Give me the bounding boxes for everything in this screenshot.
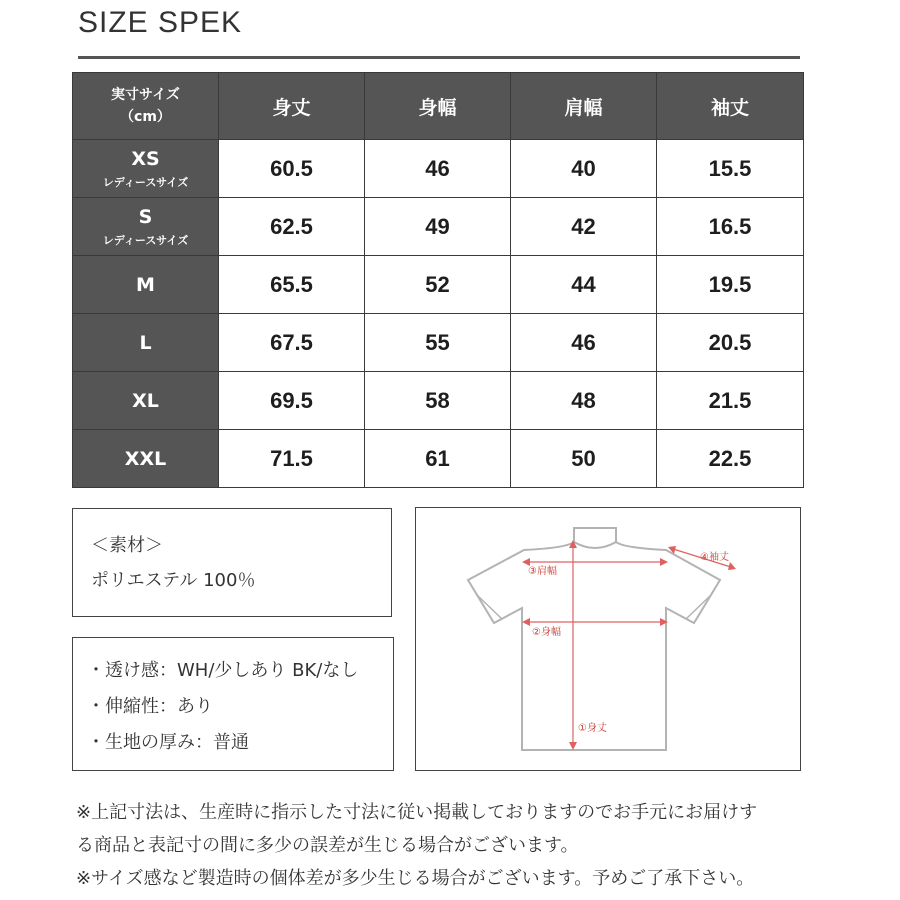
label-length: ①身丈 <box>578 723 607 734</box>
property-thickness: ・生地の厚み：普通 <box>87 732 249 753</box>
value-cell: 46 <box>365 140 511 198</box>
value-cell: 44 <box>511 256 657 314</box>
value-cell: 60.5 <box>219 140 365 198</box>
size-spec-table <box>72 72 804 488</box>
value-cell: 55 <box>365 314 511 372</box>
corner-header <box>73 73 219 140</box>
note-line: ※上記寸法は、生産時に指示した寸法に従い掲載しておりますのでお手元にお届けす <box>76 802 758 823</box>
size-label: XL <box>73 372 219 430</box>
value-cell: 65.5 <box>219 256 365 314</box>
notes <box>76 796 816 895</box>
value-cell: 61 <box>365 430 511 488</box>
value-cell: 58 <box>365 372 511 430</box>
title-divider <box>78 56 800 59</box>
value-cell: 42 <box>511 198 657 256</box>
material-label: ＜素材＞ <box>91 535 163 556</box>
size-label: M <box>73 256 219 314</box>
size-name: XS <box>131 147 160 170</box>
material-box <box>72 508 392 617</box>
value-cell: 16.5 <box>657 198 804 256</box>
sleeve-arrow-end <box>728 562 736 570</box>
tshirt-diagram <box>416 508 800 770</box>
measurement-diagram-box <box>415 507 801 771</box>
tshirt-outline <box>468 528 720 750</box>
value-cell: 40 <box>511 140 657 198</box>
table-row <box>73 140 804 198</box>
column-header-length: 身丈 <box>219 73 365 140</box>
length-arrow-bottom <box>569 742 577 750</box>
label-shoulder: ③肩幅 <box>528 566 557 577</box>
note-line: る商品と表記寸の間に多少の誤差が生じる場合がございます。 <box>76 835 579 856</box>
table-row <box>73 314 804 372</box>
note-line: ※サイズ感など製造時の個体差が多少生じる場合がございます。予めご了承下さい。 <box>76 868 755 889</box>
size-sub-label: レディースサイズ <box>102 233 189 247</box>
column-header-width: 身幅 <box>365 73 511 140</box>
value-cell: 20.5 <box>657 314 804 372</box>
value-cell: 52 <box>365 256 511 314</box>
property-stretch: ・伸縮性：あり <box>87 696 213 717</box>
value-cell: 62.5 <box>219 198 365 256</box>
table-row <box>73 430 804 488</box>
value-cell: 50 <box>511 430 657 488</box>
size-sub-label: レディースサイズ <box>102 175 189 189</box>
fabric-properties-box <box>72 637 394 771</box>
table-header-row <box>73 73 804 140</box>
column-header-shoulder: 肩幅 <box>511 73 657 140</box>
page-title: SIZE SPEK <box>78 6 243 39</box>
table-row <box>73 372 804 430</box>
value-cell: 15.5 <box>657 140 804 198</box>
size-name: S <box>138 205 153 228</box>
value-cell: 69.5 <box>219 372 365 430</box>
size-label <box>73 140 219 198</box>
value-cell: 67.5 <box>219 314 365 372</box>
material-value: ポリエステル 100％ <box>91 570 256 591</box>
corner-header-line1: 実寸サイズ <box>111 87 180 103</box>
value-cell: 19.5 <box>657 256 804 314</box>
tshirt-collar <box>574 542 616 548</box>
property-transparency: ・透け感：WH/少しあり BK/なし <box>87 660 359 681</box>
value-cell: 21.5 <box>657 372 804 430</box>
table-row <box>73 198 804 256</box>
label-width: ②身幅 <box>532 627 561 638</box>
size-label <box>73 198 219 256</box>
value-cell: 46 <box>511 314 657 372</box>
value-cell: 71.5 <box>219 430 365 488</box>
size-label: L <box>73 314 219 372</box>
size-label: XXL <box>73 430 219 488</box>
label-sleeve: ④袖丈 <box>700 552 729 563</box>
shoulder-arrow-left <box>522 558 530 566</box>
shoulder-arrow-right <box>660 558 668 566</box>
value-cell: 22.5 <box>657 430 804 488</box>
table-row <box>73 256 804 314</box>
value-cell: 49 <box>365 198 511 256</box>
column-header-sleeve: 袖丈 <box>657 73 804 140</box>
width-arrow-left <box>522 618 530 626</box>
corner-header-line2: （cm） <box>120 109 171 125</box>
value-cell: 48 <box>511 372 657 430</box>
